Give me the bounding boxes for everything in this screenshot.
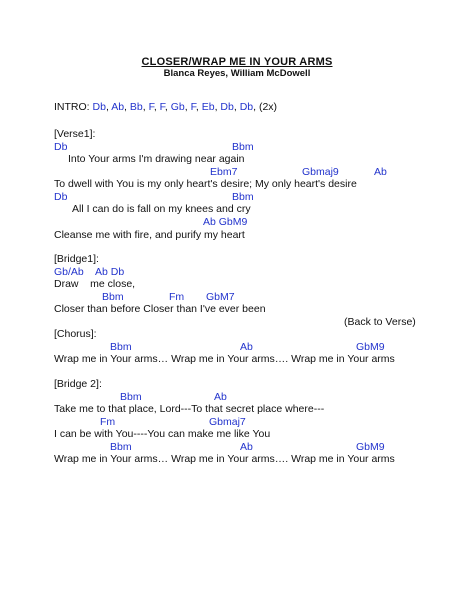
lyric-line: Take me to that place, Lord---To that secret place where--- [54, 403, 325, 415]
lyric-line: Wrap me in Your arms… Wrap me in Your arms…. Wrap me in Your arms [54, 353, 395, 365]
intro-label: INTRO: [54, 101, 93, 113]
intro-chord: Db [92, 101, 106, 113]
chord: GbM9 [356, 441, 385, 453]
lyric-line: Into Your arms I'm drawing near again [68, 153, 245, 165]
chord: Bbm [110, 341, 132, 353]
intro-line: INTRO: Db, Ab, Bb, F, F, Gb, F, Eb, Db, Db, (2x) [54, 101, 278, 113]
intro-chord: F [148, 101, 154, 113]
lyric-line: I can be with You----You can make me like You [54, 428, 271, 440]
chord: Fm [169, 291, 185, 303]
back-to-verse-note: (Back to Verse) [344, 316, 416, 328]
section-label-verse1: [Verse1]: [54, 128, 96, 140]
song-title: CLOSER/WRAP ME IN YOUR ARMS [141, 56, 333, 68]
lyric-line: Cleanse me with fire, and purify my heart [54, 229, 245, 241]
intro-chord: Ab [111, 101, 125, 113]
chord: Ab [240, 441, 253, 453]
chord: Bbm [120, 391, 142, 403]
section-label-bridge2: [Bridge 2]: [54, 378, 102, 390]
chord: Bbm [232, 141, 254, 153]
chord: Ebm7 [210, 166, 238, 178]
section-label-chorus: [Chorus]: [54, 328, 97, 340]
chord: Bbm [110, 441, 132, 453]
intro-chord: Gb [170, 101, 185, 113]
chord: GbM7 [206, 291, 235, 303]
intro-chord: F [190, 101, 196, 113]
intro-chord: F [159, 101, 165, 113]
chord: Db [54, 141, 68, 153]
lyric-line: To dwell with You is my only heart's desire; My only heart's desire [54, 178, 357, 190]
chord: Ab [374, 166, 387, 178]
chord: Ab Db [95, 266, 125, 278]
intro-chord: Db [220, 101, 234, 113]
chord: Gb/Ab [54, 266, 84, 278]
intro-chord: Bb [129, 101, 143, 113]
chord: Gbmaj9 [302, 166, 339, 178]
chord: Bbm [102, 291, 124, 303]
intro-repeat: (2x) [258, 101, 278, 113]
chord: Ab GbM9 [203, 216, 248, 228]
section-label-bridge1: [Bridge1]: [54, 253, 99, 265]
chord: Bbm [232, 191, 254, 203]
chord: Fm [100, 416, 116, 428]
song-authors: Blanca Reyes, William McDowell [163, 68, 311, 79]
intro-chord: Eb [201, 101, 215, 113]
lyric-line: Draw me close, [54, 278, 136, 290]
chord: Db [54, 191, 68, 203]
lyric-line: All I can do is fall on my knees and cry [72, 203, 251, 215]
intro-chord: Db [239, 101, 254, 113]
lyric-line: Wrap me in Your arms… Wrap me in Your arms…. Wrap me in Your arms [54, 453, 395, 465]
lyric-line: Closer than before Closer than I've ever been [54, 303, 266, 315]
chord: GbM9 [356, 341, 385, 353]
chord: Ab [240, 341, 253, 353]
chord: Gbmaj7 [209, 416, 246, 428]
chord: Ab [214, 391, 227, 403]
